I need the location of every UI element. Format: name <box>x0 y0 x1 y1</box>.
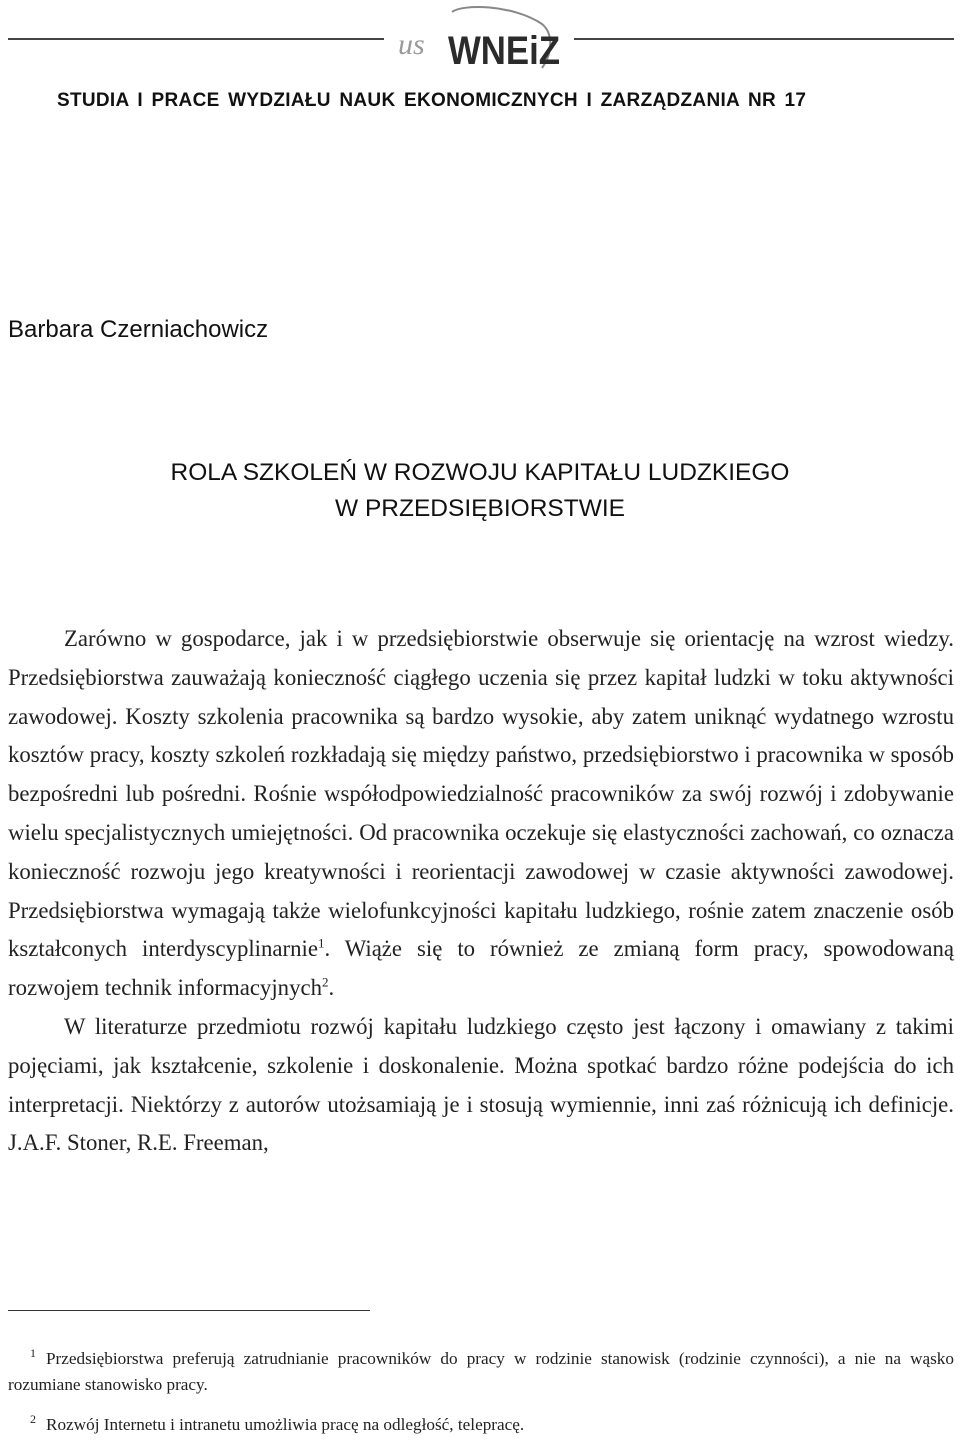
footnote-ref-1: 1 <box>317 935 325 951</box>
header-rule-right <box>574 38 954 40</box>
journal-series-title: STUDIA I PRACE WYDZIAŁU NAUK EKONOMICZNYCH I ZARZĄDZANIA NR 17 <box>57 90 807 111</box>
footnote-separator <box>8 1310 370 1311</box>
body-paragraph-1-text-c: . <box>328 975 335 1001</box>
article-title-line-1: ROLA SZKOLEŃ W ROZWOJU KAPITAŁU LUDZKIEGO <box>170 459 790 486</box>
article-title-line-2: W PRZEDSIĘBIORSTWIE <box>335 495 625 522</box>
body-paragraph-1-text-b: . Wiąże się to również ze zmianą form pracy, spowodowaną rozwojem technik informacyjnych <box>8 936 954 1001</box>
logo-wneiz-text: WNEiZ <box>448 29 560 70</box>
footnote-2 <box>8 1412 954 1438</box>
body-paragraph-1-text-a: Zarówno w gospodarce, jak i w przedsiębiorstwie obserwuje się orientację na wzrost wiedzy. Przedsiębiorstwa zauważają konieczność ciągłego uczenia się przez kapitał ludzki w toku aktywności zawodowej. Koszty szkolenia pracownika są bardzo wysokie, aby zatem uniknąć wydatnego wzrostu kosztów pracy, koszty szkoleń rozkładają się między państwo, przedsiębiorstwo i pracownika w sposób bezpośredni lub pośredni. Rośnie współodpowiedzialność pracowników za swój rozwój i zdobywanie wielu specjalistycznych umiejętności. Od pracownika oczekuje się elastyczności zachowań, co oznacza konieczność rozwoju jego kreatywności i reorientacji zawodowej w czasie aktywności zawodowej. Przedsiębiorstwa wymagają także wielofunkcyjności kapitału ludzkiego, rośnie zatem znaczenie osób kształconych interdyscyplinarnie <box>8 626 954 962</box>
footnote-1-number: 1 <box>30 1346 36 1361</box>
footnote-2-text: Rozwój Internetu i intranetu umożliwia pracę na odległość, telepracę. <box>46 1415 525 1434</box>
article-author: Barbara Czerniachowicz <box>8 316 269 343</box>
publisher-logo <box>392 4 570 70</box>
footnote-2-number: 2 <box>30 1412 36 1427</box>
logo-us-text: us <box>398 28 425 61</box>
footnotes <box>8 1346 954 1452</box>
header-rule-left <box>8 38 384 40</box>
body-paragraph-2: W literaturze przedmiotu rozwój kapitału ludzkiego często jest łączony i omawiany z takimi pojęciami, jak kształcenie, szkolenie i doskonalenie. Można spotkać bardzo różne podejścia do ich interpretacji. Niektórzy z autorów utożsamiają je i stosują wymiennie, inni zaś różnicują ich definicje. J.A.F. Stoner, R.E. Freeman, <box>8 1013 954 1156</box>
article-title <box>0 455 960 527</box>
body-paragraph-1 <box>8 620 954 1008</box>
footnote-ref-2: 2 <box>321 974 329 990</box>
footnote-1 <box>8 1346 954 1398</box>
article-body <box>8 620 954 1163</box>
footnote-1-text: Przedsiębiorstwa preferują zatrudnianie pracowników do pracy w rodzinie stanowisk (rodzinie czynności), a nie na wąsko rozumiane stanowisko pracy. <box>8 1349 954 1394</box>
